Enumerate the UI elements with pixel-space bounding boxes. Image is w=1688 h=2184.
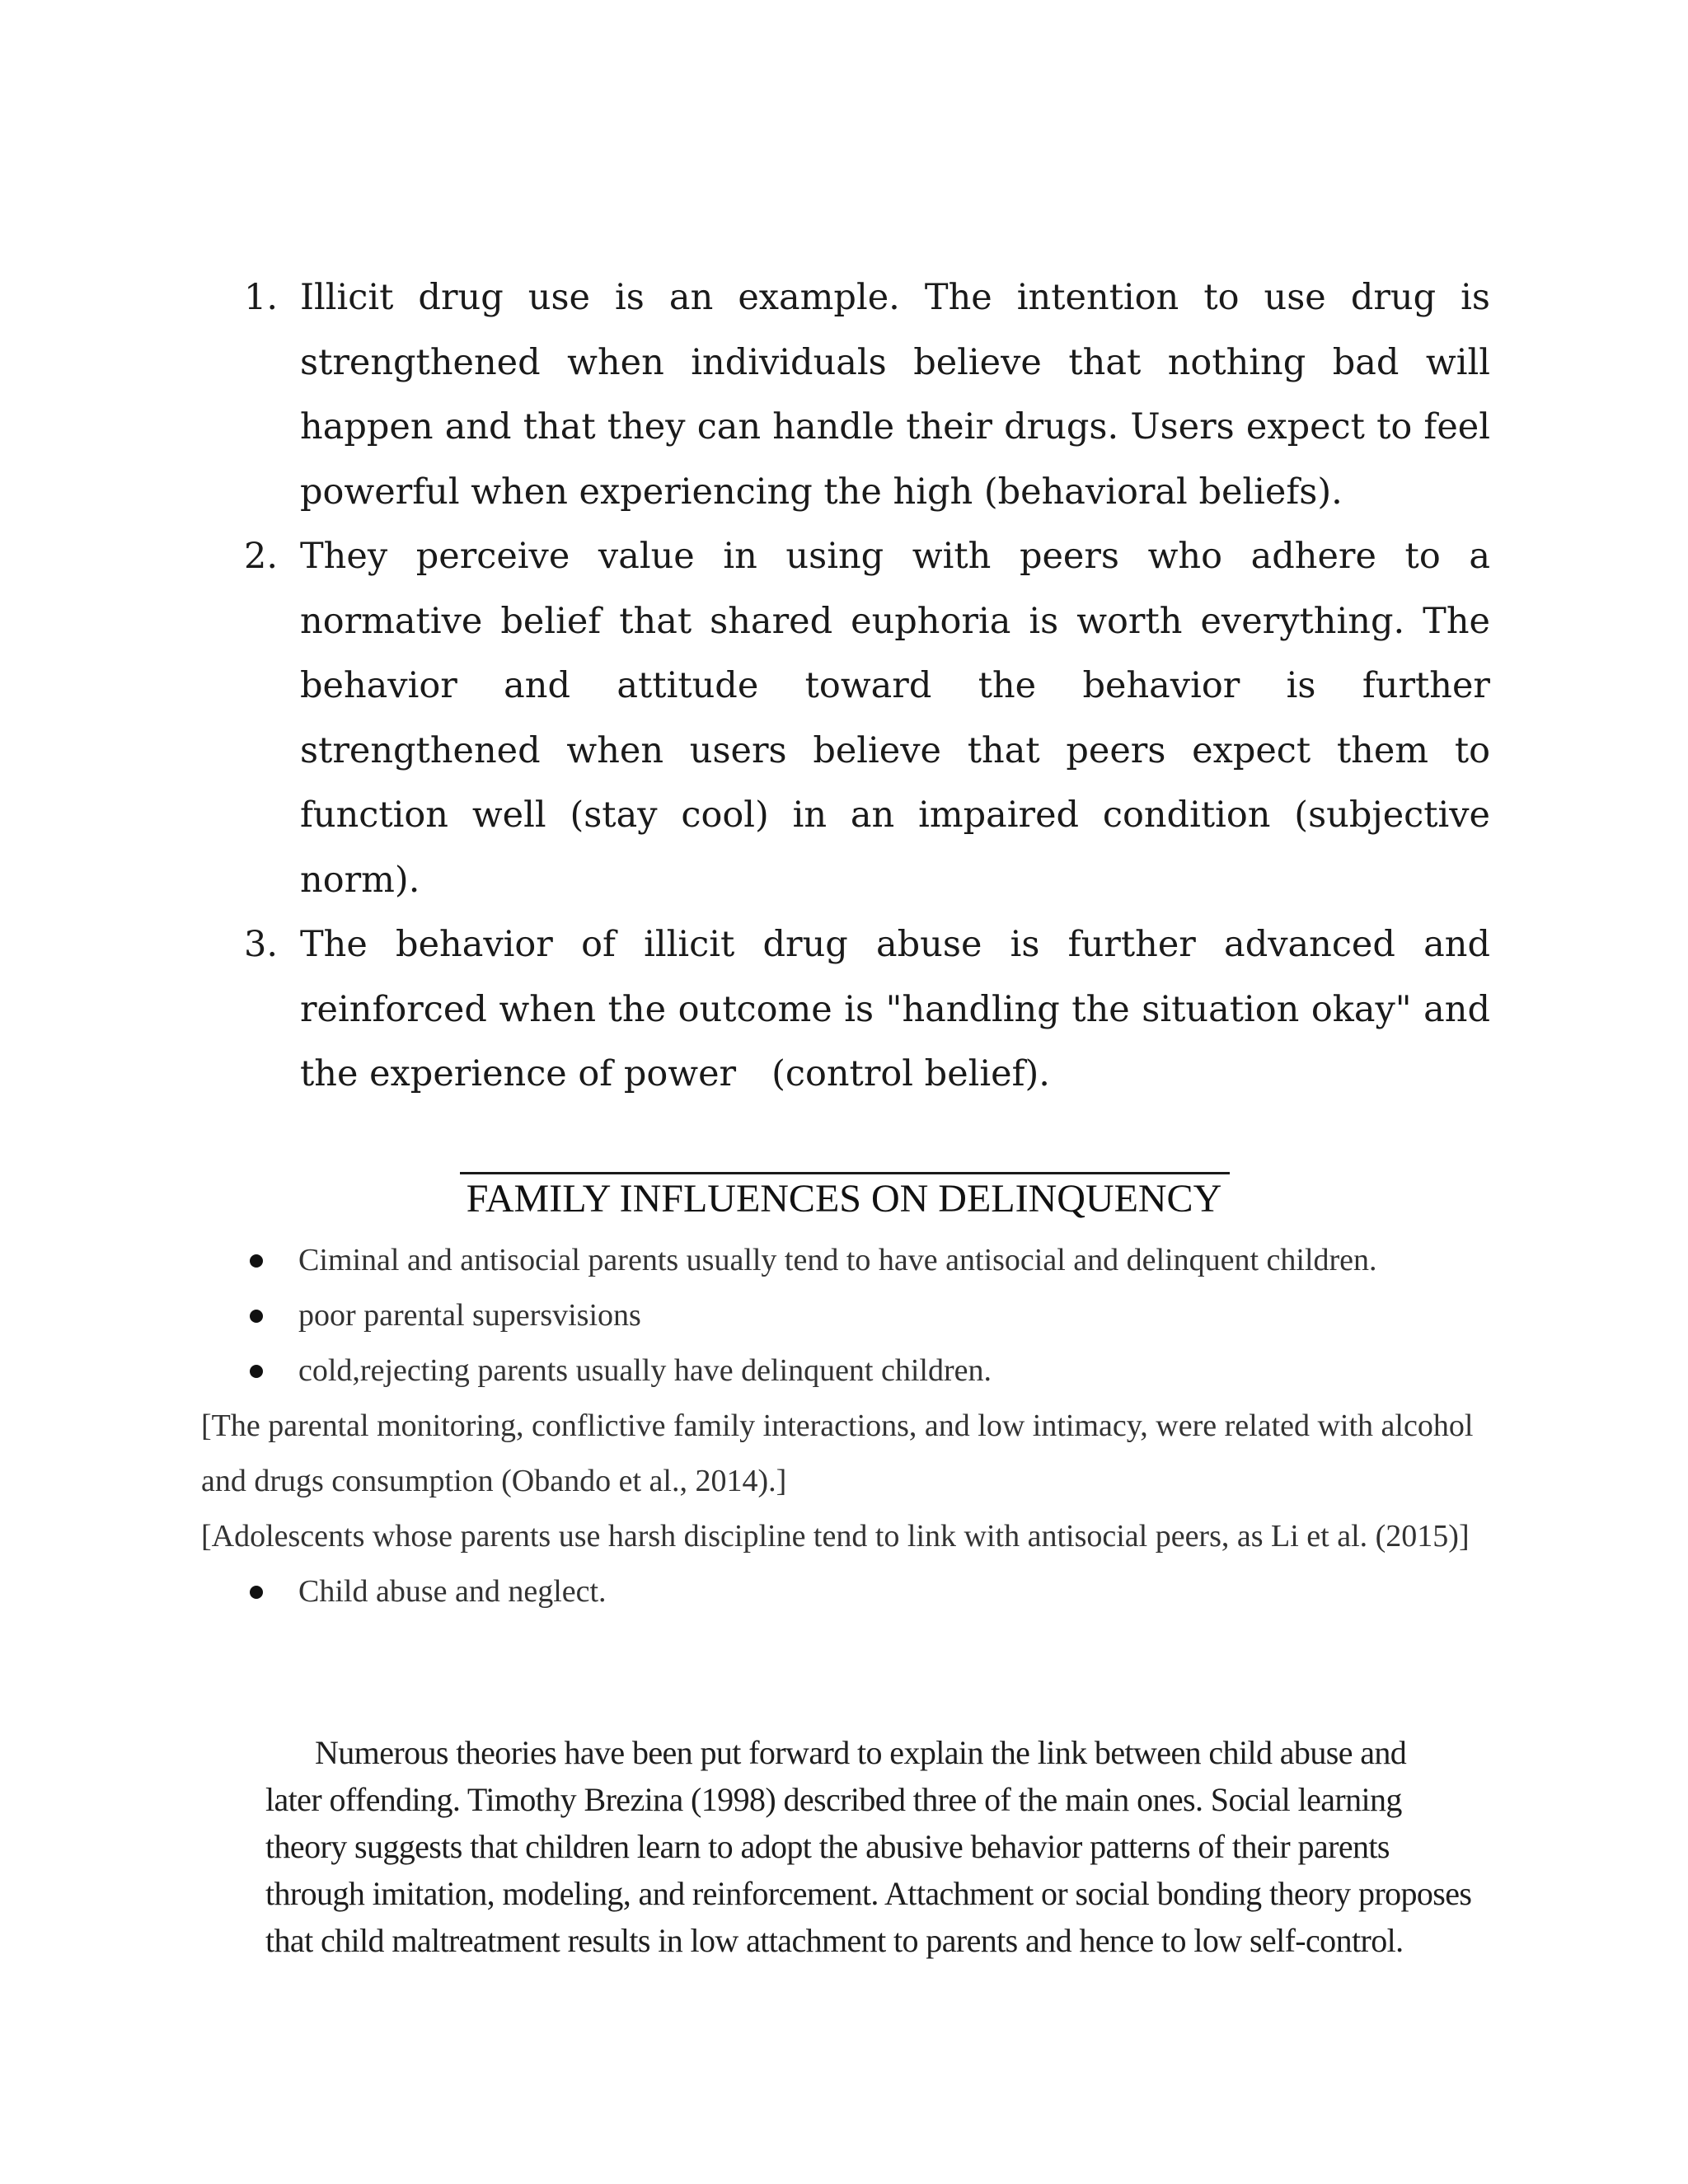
excerpt-line: theory suggests that children learn to adopt the abusive behavior patterns of their parents xyxy=(265,1828,1390,1865)
list-item xyxy=(244,265,1490,524)
bullet-dot-icon xyxy=(250,1310,263,1323)
bullet-text: poor parental supersvisions xyxy=(298,1298,641,1333)
bullet-dot-icon xyxy=(250,1254,263,1268)
excerpt-line: that child maltreatment results in low attachment to parents and hence to low self-control. xyxy=(265,1922,1404,1959)
bullet-text: Ciminal and antisocial parents usually tend to have antisocial and delinquent children. xyxy=(298,1243,1377,1277)
citation-paragraph: [Adolescents whose parents use harsh discipline tend to link with antisocial peers, as Li et al. (2015)] xyxy=(201,1519,1470,1554)
bullet-item xyxy=(201,1288,1503,1343)
bullet-text: cold,rejecting parents usually have delinquent children. xyxy=(298,1353,992,1388)
list-item-text: The behavior of illicit drug abuse is further advanced and reinforced when the outcome is "handling the situation okay" and the experience of power (control belief). xyxy=(300,924,1490,1094)
list-item-text: They perceive value in using with peers who adhere to a normative belief that shared euphoria is worth everything. The behavior and attitude toward the behavior is further strengthened when users believe that peers expect them to function well (stay cool) in an impaired condition (subjective norm). xyxy=(300,536,1490,901)
excerpt-line: through imitation, modeling, and reinforcement. Attachment or social bonding theory proposes xyxy=(265,1875,1472,1912)
section-heading: FAMILY INFLUENCES ON DELINQUENCY xyxy=(466,1177,1222,1221)
list-item-text: Illicit drug use is an example. The intention to use drug is strengthened when individuals believe that nothing bad will happen and that they can handle their drugs. Users expect to feel powerful when experiencing the high (behavioral beliefs). xyxy=(300,277,1490,513)
list-item xyxy=(244,524,1490,912)
excerpt-line: Numerous theories have been put forward to explain the link between child abuse and xyxy=(315,1734,1407,1771)
section-body xyxy=(201,1233,1503,1619)
excerpt-line: later offending. Timothy Brezina (1998) described three of the main ones. Social learning xyxy=(265,1781,1402,1818)
list-number: 1. xyxy=(244,277,279,318)
bullet-dot-icon xyxy=(250,1586,263,1599)
book-excerpt xyxy=(265,1729,1472,1964)
list-item xyxy=(244,912,1490,1107)
bullet-item xyxy=(201,1233,1503,1288)
bullet-text: Child abuse and neglect. xyxy=(298,1574,607,1609)
numbered-list xyxy=(244,265,1490,1107)
bullet-item xyxy=(201,1343,1503,1399)
bullet-dot-icon xyxy=(250,1365,263,1378)
bullet-item xyxy=(201,1564,1503,1619)
list-number: 2. xyxy=(244,536,279,577)
list-number: 3. xyxy=(244,924,279,965)
citation-paragraph: [The parental monitoring, conflictive family interactions, and low intimacy, were related with alcohol and drugs consumption (Obando et al., 2014).] xyxy=(201,1408,1474,1498)
